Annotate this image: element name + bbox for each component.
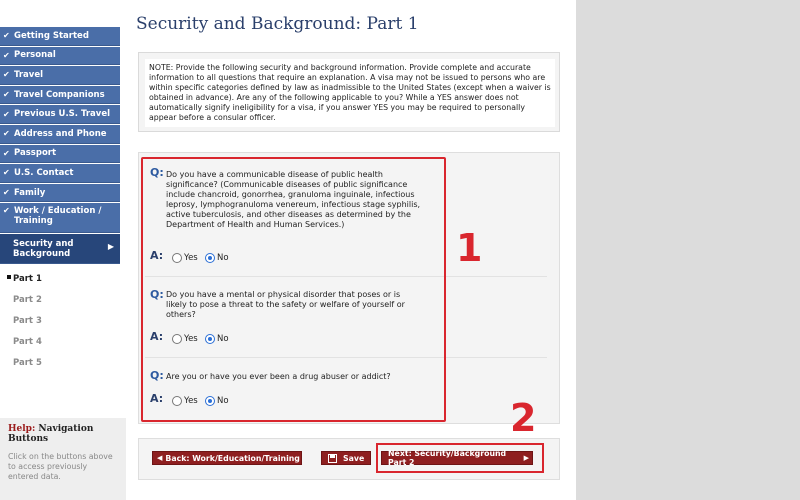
caret-left-icon: ◀ — [157, 454, 163, 462]
sidebar-item-travel[interactable] — [0, 66, 120, 85]
sidebar-item-label: Getting Started — [14, 30, 89, 41]
check-icon: ✔ — [3, 70, 10, 80]
check-icon: ✔ — [3, 31, 10, 41]
radio-yes-label: Yes — [184, 253, 198, 263]
sidebar-item-label: U.S. Contact — [14, 167, 74, 178]
check-icon: ✔ — [3, 109, 10, 119]
sidebar-item-label: Family — [14, 187, 46, 198]
help-text: Click on the buttons above to access previously entered data. — [8, 452, 113, 481]
answer-label: A: — [150, 392, 164, 405]
note-box — [138, 52, 560, 132]
check-icon: ✔ — [3, 129, 10, 139]
page-title: Security and Background: Part 1 — [136, 14, 419, 34]
help-title: Help: Navigation Buttons — [8, 424, 94, 444]
question-text: Do you have a mental or physical disorder that poses or is likely to pose a threat to the safety or welfare of yourself or others? — [166, 290, 405, 319]
sidebar-sub-item-part-2[interactable]: Part 2 — [13, 294, 42, 305]
answer-label: A: — [150, 249, 164, 262]
sidebar-sub-item-part-4[interactable]: Part 4 — [13, 336, 42, 347]
check-icon: ✔ — [3, 90, 10, 100]
sidebar-sub-item-part-1[interactable]: Part 1 — [0, 268, 126, 289]
radio-no-label: No — [217, 396, 229, 406]
sidebar-item-label: Security and Background — [13, 238, 74, 259]
answer-label: A: — [150, 330, 164, 343]
question-text: Are you or have you ever been a drug abuser or addict? — [166, 372, 391, 381]
radio-no-label: No — [217, 334, 229, 344]
question-label: Q: — [150, 288, 164, 301]
sidebar-item-label: Passport — [14, 148, 57, 159]
sidebar-item-personal[interactable] — [0, 47, 120, 66]
radio-yes-label: Yes — [184, 396, 198, 406]
help-box — [0, 418, 126, 500]
question-label: Q: — [150, 166, 164, 179]
caret-right-icon: ▶ — [107, 242, 114, 252]
save-disk-icon — [328, 454, 337, 463]
check-icon: ✔ — [3, 188, 10, 198]
check-icon: ✔ — [3, 168, 10, 178]
save-button[interactable]: Save — [321, 451, 371, 465]
sidebar-sub-item-part-3[interactable]: Part 3 — [13, 315, 42, 326]
sidebar-item-getting-started[interactable] — [0, 27, 120, 46]
sidebar-item-address-and-phone[interactable] — [0, 125, 120, 144]
sidebar-item-passport[interactable] — [0, 145, 120, 164]
annotation-marker-2: 2 — [510, 396, 537, 440]
sidebar-item-label: Travel Companions — [14, 89, 105, 100]
bullet-icon — [7, 275, 11, 279]
radio-yes-label: Yes — [184, 334, 198, 344]
caret-right-icon: ▶ — [523, 454, 529, 462]
check-icon: ✔ — [3, 206, 10, 216]
question-text: Do you have a communicable disease of public health significance? (Communicable diseases of public significance include chancroid, gonorrhea, granuloma inguinale, infectious leprosy, lymphogranuloma venereum, infectious stage syphilis, active tuberculosis, and other diseases as determined by the Department of Health and Human Services.) — [166, 170, 421, 229]
highlight-box-next — [376, 443, 544, 473]
annotation-marker-1: 1 — [456, 226, 483, 270]
highlight-box-questions — [141, 157, 446, 422]
sidebar-item-label: Address and Phone — [14, 128, 107, 139]
sidebar-item-travel-companions[interactable] — [0, 86, 120, 105]
sidebar-sub-list — [0, 268, 126, 373]
next-button[interactable]: Next: Security/Background Part 2 ▶ — [381, 451, 533, 465]
sidebar-item-us-contact[interactable] — [0, 164, 120, 183]
check-icon: ✔ — [3, 148, 10, 158]
sidebar-item-security-and-background[interactable] — [0, 234, 120, 264]
sidebar-item-previous-us-travel[interactable] — [0, 105, 120, 124]
sidebar-item-label: Work / Education / Training — [14, 206, 102, 227]
sidebar-sub-item-part-5[interactable]: Part 5 — [13, 357, 42, 368]
check-icon: ✔ — [3, 50, 10, 60]
sidebar-item-label: Personal — [14, 50, 56, 61]
question-label: Q: — [150, 369, 164, 382]
note-text: NOTE: Provide the following security and background information. Provide complete and accurate information to all questions that require an explanation. A visa may not be issued to persons who are within specific categories defined by law as inadmissible to the United States (except when a waiver is obtained in advance). Are any of the following applicable to you? While a YES answer does not automatically signify ineligibility for a visa, if you answer YES you may be required to personally appear before a consular officer. — [145, 59, 555, 127]
sidebar-item-label: Travel — [14, 69, 44, 80]
sidebar-item-work-education-training[interactable] — [0, 203, 120, 233]
radio-no-label: No — [217, 253, 229, 263]
sidebar-item-label: Previous U.S. Travel — [14, 109, 111, 120]
back-button[interactable]: ◀ Back: Work/Education/Training — [152, 451, 302, 465]
sidebar-item-family[interactable] — [0, 184, 120, 203]
